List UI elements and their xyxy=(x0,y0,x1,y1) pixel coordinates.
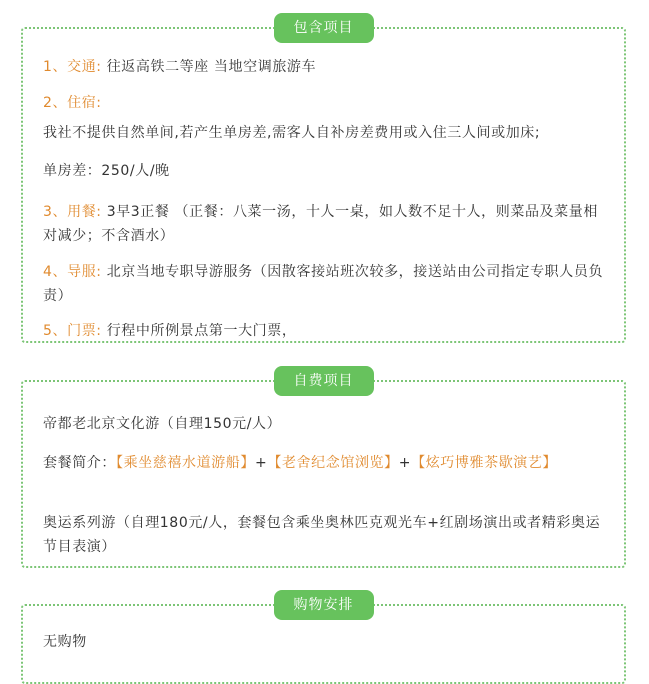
guide-item xyxy=(43,260,610,308)
shopping-section xyxy=(21,597,626,684)
single-room-surcharge: 单房差：250/人/晚 xyxy=(43,163,170,179)
hotel-label: 2、住宿: xyxy=(43,95,102,111)
hotel-note: 我社不提供自然单间,若产生单房差,需客人自补房差费用或入住三人间或加床; xyxy=(43,125,541,141)
guide-label: 4、导服: xyxy=(43,264,102,280)
package-label: 套餐简介： xyxy=(43,455,116,471)
meals-label: 3、用餐: xyxy=(43,204,102,220)
meals-text: 3早3正餐 （正餐：八菜一汤，十人一桌，如人数不足十人，则菜品及菜量相对减少；不含酒水） xyxy=(43,204,598,244)
transport-text: 往返高铁二等座 当地空调旅游车 xyxy=(106,59,317,75)
included-section xyxy=(21,20,626,343)
package-option-boat: 【乘坐慈禧水道游船】 xyxy=(116,455,255,471)
transport-label: 1、交通: xyxy=(43,59,102,75)
package-option-museum: 【老舍纪念馆浏览】 xyxy=(267,455,399,471)
package-option-tea: 【炫巧博雅茶歇演艺】 xyxy=(411,455,558,471)
tickets-text: 行程中所例景点第一大门票， xyxy=(106,323,297,339)
guide-text: 北京当地专职导游服务（因散客接站班次较多，接送站由公司指定专职人员负责） xyxy=(43,264,604,304)
included-section-title: 包含项目 xyxy=(274,13,374,43)
optional-section xyxy=(21,373,626,568)
shopping-text: 无购物 xyxy=(43,634,87,650)
optional-item-beijing-culture: 帝都老北京文化游（自理150元/人） xyxy=(43,416,282,432)
meals-item xyxy=(43,200,610,248)
package-intro xyxy=(43,451,610,475)
optional-item-olympic: 奥运系列游（自理180元/人，套餐包含乘坐奥林匹克观光车+红剧场演出或者精彩奥运节目表演） xyxy=(43,515,601,555)
hotel-item xyxy=(43,91,610,115)
shopping-section-title: 购物安排 xyxy=(274,590,374,620)
package-plus-1: + xyxy=(255,455,268,471)
transport-item xyxy=(43,55,610,79)
package-plus-2: + xyxy=(398,455,412,471)
tickets-label: 5、门票: xyxy=(43,323,102,339)
tickets-item xyxy=(43,319,610,343)
optional-section-title: 自费项目 xyxy=(274,366,374,396)
